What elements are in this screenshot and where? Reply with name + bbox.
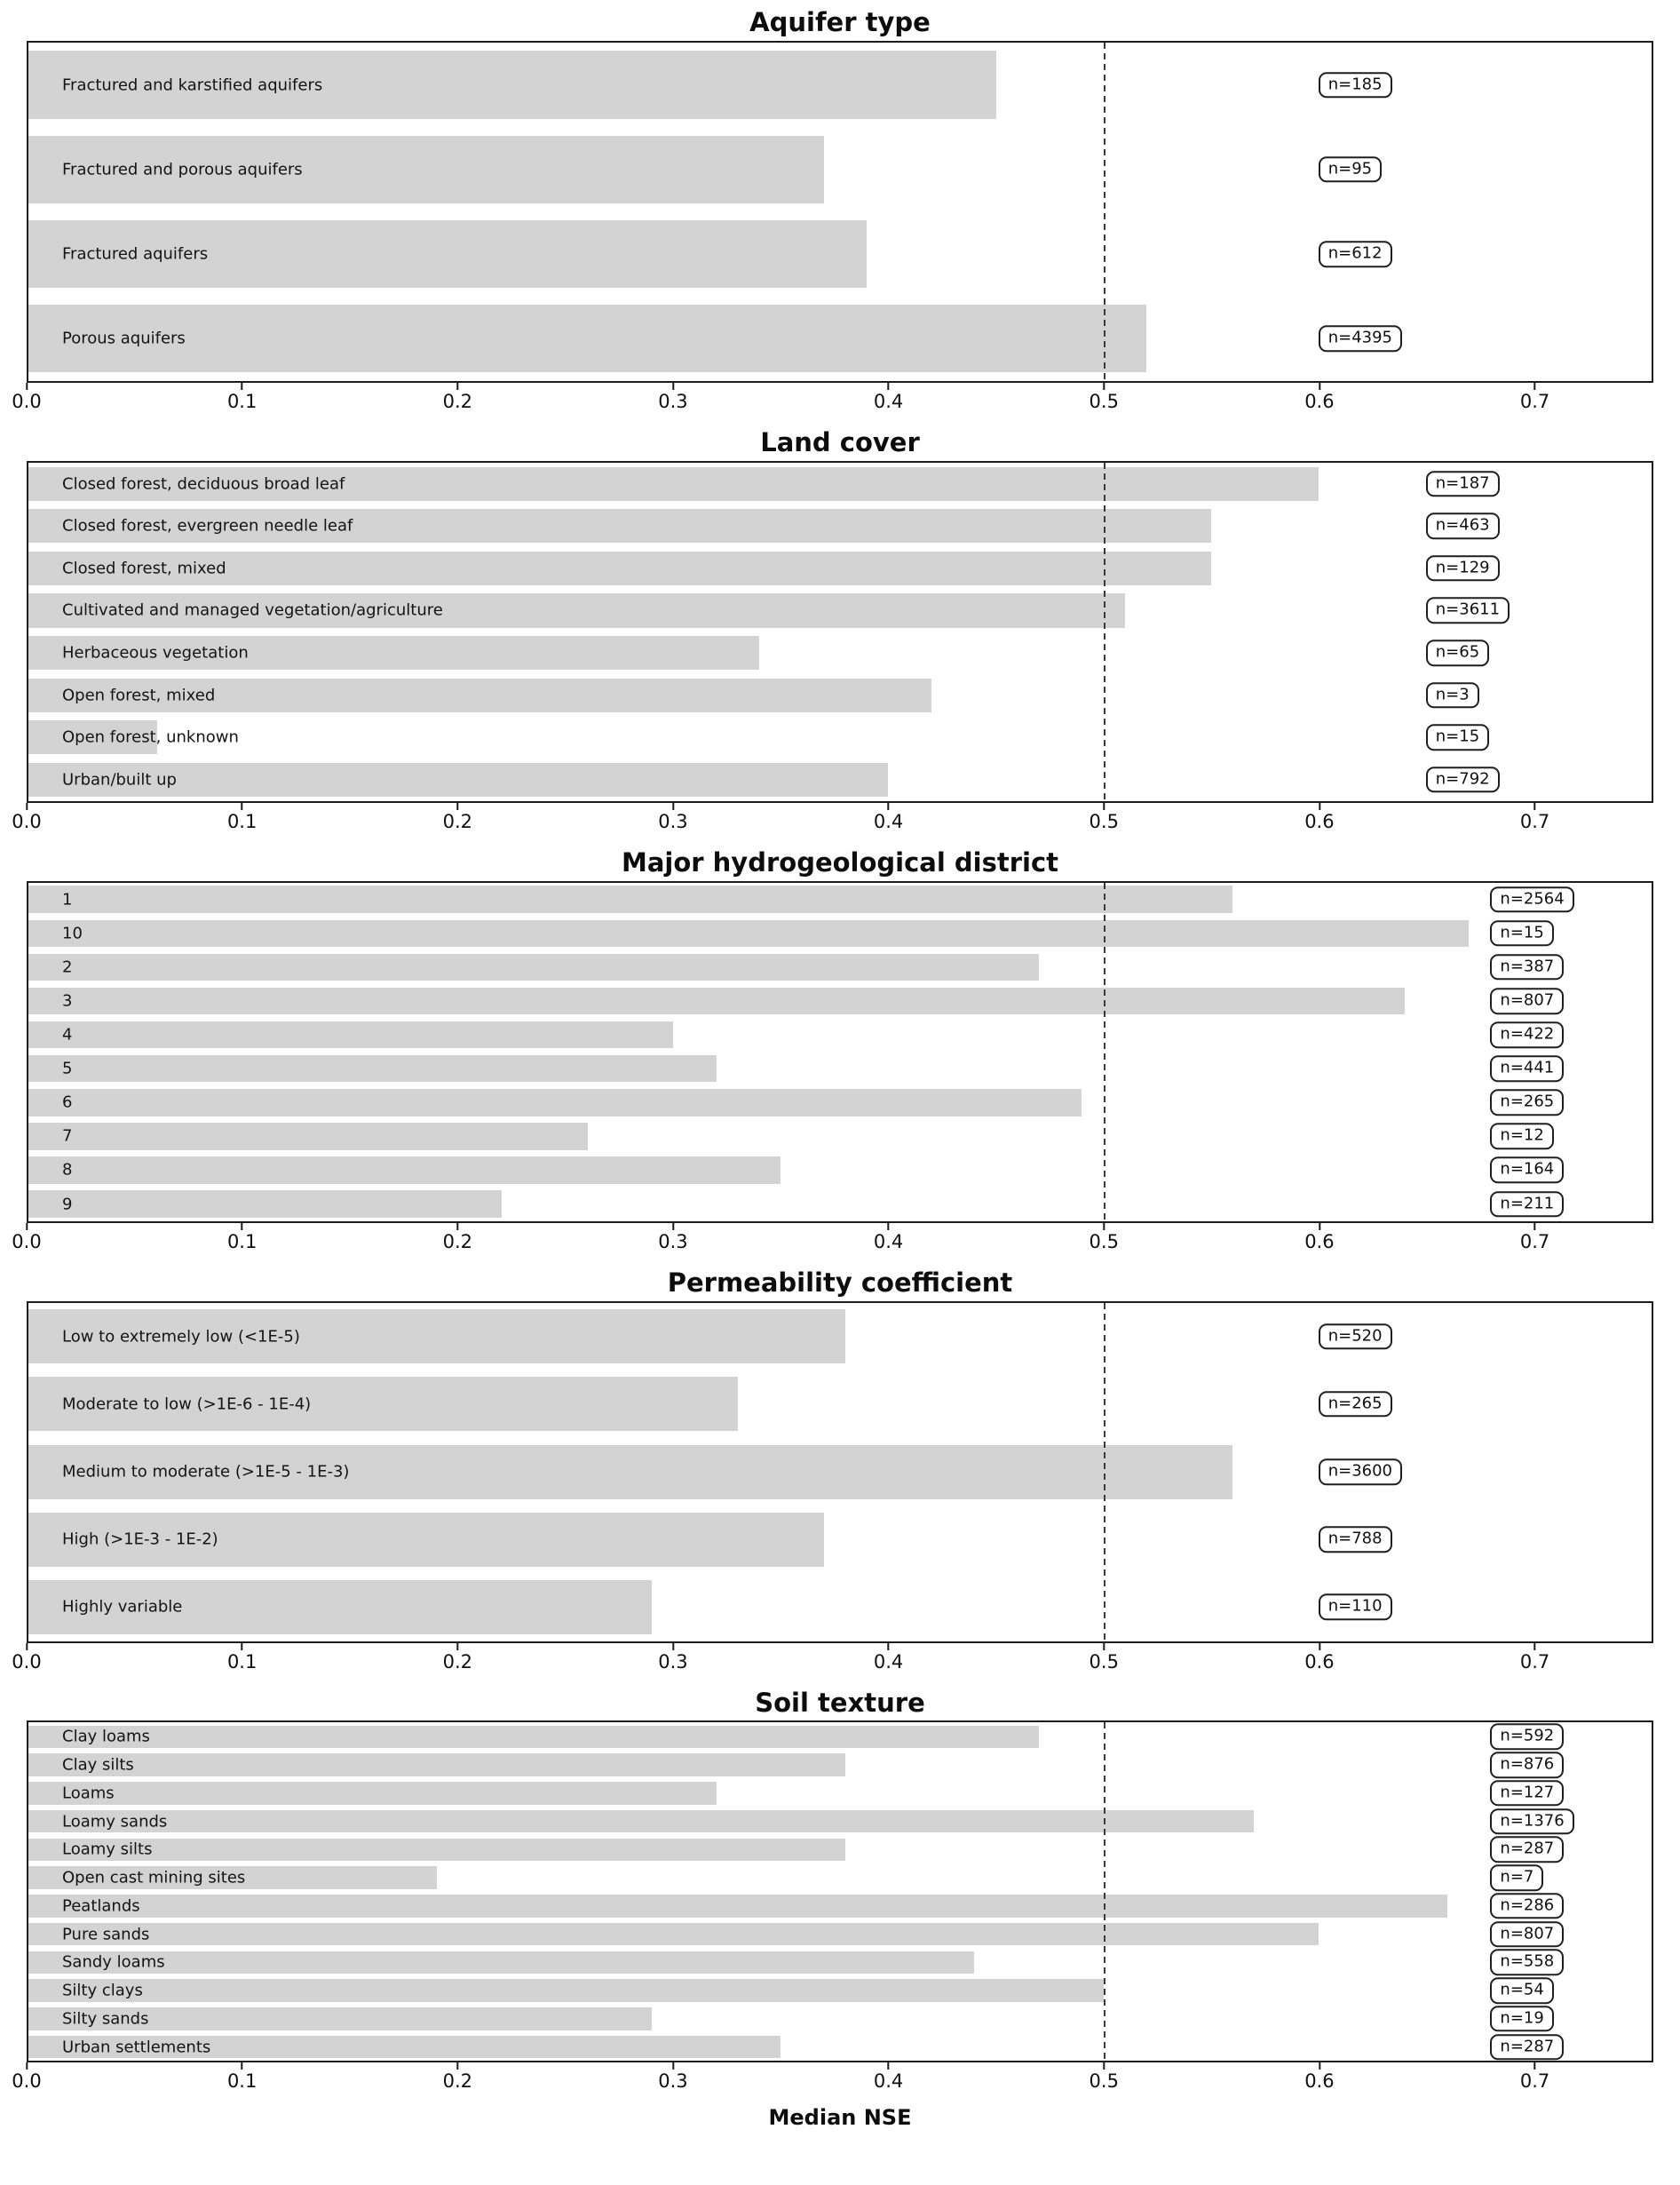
n-count-badge: n=265 <box>1490 1090 1564 1116</box>
bar-label: Clay silts <box>62 1755 134 1775</box>
bar-row <box>28 1506 1652 1573</box>
bar-row <box>28 1920 1652 1949</box>
x-axis-tick-mark <box>888 803 890 810</box>
x-axis-tick-mark <box>1319 1223 1320 1230</box>
bar-label: 9 <box>62 1195 73 1214</box>
n-count-badge: n=387 <box>1490 954 1564 981</box>
x-axis-tick-mark <box>672 1643 674 1650</box>
x-axis-tick <box>12 1223 41 1252</box>
bar-label: Peatlands <box>62 1896 140 1916</box>
x-axis-tick <box>658 1643 687 1673</box>
bar-label: High (>1E-3 - 1E-2) <box>62 1530 218 1549</box>
bar-row <box>28 1779 1652 1808</box>
bar-row <box>28 883 1652 917</box>
bar-label: Loams <box>62 1784 115 1803</box>
x-axis-tick-mark <box>1534 2062 1536 2070</box>
bar <box>28 1810 1254 1832</box>
x-axis-tick-mark <box>456 2062 458 2070</box>
chart-panel-permeability-coefficient <box>12 1267 1653 1684</box>
n-count-badge: n=807 <box>1490 988 1564 1014</box>
x-axis-tick-label: 0.3 <box>658 2070 688 2093</box>
n-count-badge: n=3 <box>1426 682 1479 709</box>
x-axis-tick <box>658 383 687 412</box>
x-axis-tick <box>1090 383 1119 412</box>
x-axis-tick-mark <box>456 383 458 390</box>
x-axis-tick <box>1304 1223 1334 1252</box>
bar <box>28 1021 673 1049</box>
x-axis-tick-label: 0.3 <box>658 1650 688 1673</box>
x-axis-tick-mark <box>242 383 243 390</box>
x-axis-tick-label: 0.1 <box>226 1230 258 1252</box>
x-axis-tick-label: 0.0 <box>12 1650 42 1673</box>
bar <box>28 1089 1082 1116</box>
n-count-badge: n=558 <box>1490 1950 1564 1976</box>
n-count-badge: n=265 <box>1319 1391 1392 1418</box>
x-axis-tick <box>443 1643 472 1673</box>
x-axis-tick <box>1520 2062 1549 2092</box>
x-axis <box>12 383 1653 424</box>
bar-label: Open cast mining sites <box>62 1868 246 1887</box>
bar-label: Silty clays <box>62 1981 143 2000</box>
reference-line <box>1104 883 1105 1221</box>
bar-label: 6 <box>62 1092 73 1112</box>
x-axis-tick <box>1520 383 1549 412</box>
bar-label: 3 <box>62 991 73 1011</box>
x-axis-tick-mark <box>242 1223 243 1230</box>
n-count-badge: n=287 <box>1490 2034 1564 2061</box>
bar-row <box>28 759 1652 801</box>
bar-label: 7 <box>62 1126 73 1146</box>
bar-row <box>28 2005 1652 2033</box>
x-axis-tick <box>1520 1223 1549 1252</box>
n-count-badge: n=286 <box>1490 1893 1564 1919</box>
bar-label: 5 <box>62 1059 73 1078</box>
x-axis-tick <box>227 1223 257 1252</box>
x-axis-tick-label: 0.0 <box>12 2070 42 2093</box>
x-axis-tick <box>874 383 903 412</box>
bar <box>28 1923 1319 1945</box>
x-axis-tick <box>874 803 903 832</box>
bar-label: Fractured and karstified aquifers <box>62 75 323 95</box>
x-axis-tick-mark <box>26 803 28 810</box>
x-axis-tick-mark <box>26 1643 28 1650</box>
bar-row <box>28 547 1652 590</box>
bar-row <box>28 2033 1652 2062</box>
bar <box>28 886 1232 913</box>
n-count-badge: n=54 <box>1490 1977 1553 2004</box>
plot-area <box>27 1301 1653 1643</box>
x-axis-tick-mark <box>888 383 890 390</box>
n-count-badge: n=110 <box>1319 1594 1392 1621</box>
x-axis-tick-label: 0.1 <box>226 1650 258 1673</box>
n-count-badge: n=4395 <box>1319 326 1402 353</box>
x-axis-tick-label: 0.5 <box>1089 810 1119 832</box>
chart-panel-soil-texture <box>12 1687 1653 2104</box>
x-axis-tick <box>12 803 41 832</box>
bar-row <box>28 1892 1652 1920</box>
n-count-badge: n=187 <box>1426 471 1500 497</box>
bar <box>28 1190 502 1218</box>
bar <box>28 988 1405 1015</box>
bar-label: Urban/built up <box>62 770 177 790</box>
n-count-badge: n=2564 <box>1490 886 1573 913</box>
x-axis-tick-label: 0.1 <box>226 390 258 412</box>
x-axis-tick-label: 0.3 <box>658 390 688 412</box>
x-axis-tick <box>227 383 257 412</box>
x-axis-tick <box>1520 803 1549 832</box>
bar-label: 10 <box>62 924 83 943</box>
plot-area <box>27 881 1653 1223</box>
x-axis <box>12 1643 1653 1684</box>
x-axis-tick <box>1090 803 1119 832</box>
x-axis-tick-label: 0.6 <box>1304 1650 1335 1673</box>
x-axis-tick <box>443 383 472 412</box>
n-count-badge: n=12 <box>1490 1124 1553 1150</box>
n-count-badge: n=15 <box>1426 725 1489 751</box>
n-count-badge: n=211 <box>1490 1191 1564 1218</box>
bar-row <box>28 717 1652 759</box>
n-count-badge: n=788 <box>1319 1526 1392 1553</box>
bar-row <box>28 463 1652 505</box>
x-axis-tick-mark <box>456 1643 458 1650</box>
bar-label: Loamy silts <box>62 1839 153 1859</box>
reference-line <box>1104 43 1105 381</box>
n-count-badge: n=792 <box>1426 767 1500 793</box>
bar-row <box>28 950 1652 984</box>
bar-row <box>28 505 1652 547</box>
x-axis-tick-label: 0.4 <box>873 1230 904 1252</box>
bar-row <box>28 1808 1652 1836</box>
bar-label: Highly variable <box>62 1597 183 1617</box>
x-axis-tick-label: 0.2 <box>442 2070 472 2093</box>
bar <box>28 920 1469 948</box>
x-axis-tick-mark <box>1103 383 1105 390</box>
bar-label: Open forest, mixed <box>62 686 216 705</box>
x-axis-tick-mark <box>1103 803 1105 810</box>
bar-row <box>28 1119 1652 1153</box>
chart-title: Aquifer type <box>749 7 931 37</box>
x-axis-tick-mark <box>26 383 28 390</box>
charts-container <box>12 7 1653 2103</box>
x-axis-tick-label: 0.1 <box>226 2070 258 2093</box>
x-axis-tick <box>874 2062 903 2092</box>
bar-row <box>28 1018 1652 1052</box>
x-axis-tick-mark <box>1319 1643 1320 1650</box>
bar-label: Herbaceous vegetation <box>62 643 249 663</box>
bar-row <box>28 1303 1652 1371</box>
n-count-badge: n=612 <box>1319 241 1392 267</box>
bar <box>28 305 1146 372</box>
x-axis <box>12 803 1653 844</box>
x-axis-tick <box>1090 2062 1119 2092</box>
x-axis <box>12 1223 1653 1264</box>
x-axis-tick <box>12 383 41 412</box>
x-axis-tick-label: 0.6 <box>1304 810 1335 832</box>
x-axis-tick-mark <box>26 2062 28 2070</box>
bar-label: Sandy loams <box>62 1952 165 1972</box>
x-axis-tick-label: 0.5 <box>1089 1650 1119 1673</box>
x-axis <box>12 2062 1653 2103</box>
x-axis-tick <box>443 1223 472 1252</box>
x-axis-tick-label: 0.6 <box>1304 2070 1335 2093</box>
x-axis-tick-label: 0.2 <box>442 1230 472 1252</box>
x-axis-tick <box>12 1643 41 1673</box>
bar-row <box>28 211 1652 296</box>
chart-title: Permeability coefficient <box>667 1267 1013 1298</box>
bar-label: Moderate to low (>1E-6 - 1E-4) <box>62 1394 312 1414</box>
x-axis-tick-label: 0.7 <box>1519 810 1550 832</box>
x-axis-tick <box>1304 383 1334 412</box>
bar-label: Closed forest, mixed <box>62 559 226 578</box>
x-axis-tick-mark <box>1319 803 1320 810</box>
bar-label: Closed forest, deciduous broad leaf <box>62 474 345 494</box>
x-axis-tick-label: 0.6 <box>1304 390 1335 412</box>
x-axis-tick <box>227 803 257 832</box>
n-count-badge: n=807 <box>1490 1921 1564 1948</box>
bar-label: 8 <box>62 1160 73 1180</box>
x-axis-tick-label: 0.7 <box>1519 1650 1550 1673</box>
bar-row <box>28 43 1652 127</box>
n-count-badge: n=164 <box>1490 1157 1564 1184</box>
n-count-badge: n=876 <box>1490 1752 1564 1778</box>
bar-row <box>28 1722 1652 1751</box>
bar <box>28 1782 717 1804</box>
x-axis-tick <box>874 1223 903 1252</box>
x-axis-tick-label: 0.0 <box>12 810 42 832</box>
x-axis-tick-mark <box>1103 2062 1105 2070</box>
bar <box>28 1726 1039 1748</box>
x-axis-tick <box>1090 1223 1119 1252</box>
bar-row <box>28 1052 1652 1085</box>
x-axis-title: Median NSE <box>768 2105 912 2131</box>
x-axis-tick-mark <box>242 803 243 810</box>
n-count-badge: n=19 <box>1490 2006 1553 2032</box>
bar-row <box>28 1188 1652 1221</box>
x-axis-tick <box>658 1223 687 1252</box>
x-axis-tick-label: 0.2 <box>442 1650 472 1673</box>
x-axis-tick-mark <box>1534 383 1536 390</box>
n-count-badge: n=441 <box>1490 1055 1564 1082</box>
x-axis-tick-label: 0.2 <box>442 810 472 832</box>
x-axis-tick-mark <box>1534 803 1536 810</box>
chart-title: Major hydrogeological district <box>621 846 1059 878</box>
x-axis-tick <box>1090 1643 1119 1673</box>
bar-label: Clay loams <box>62 1727 150 1746</box>
x-axis-tick <box>1520 1643 1549 1673</box>
n-count-badge: n=520 <box>1319 1323 1392 1350</box>
plot-area <box>27 461 1653 803</box>
x-axis-tick <box>658 2062 687 2092</box>
bar-row <box>28 1085 1652 1119</box>
reference-line <box>1104 1303 1105 1641</box>
x-axis-tick-mark <box>888 1643 890 1650</box>
bar-row <box>28 590 1652 632</box>
reference-line <box>1104 1722 1105 2061</box>
bar <box>28 1951 974 1974</box>
x-axis-tick-label: 0.4 <box>873 1650 904 1673</box>
n-count-badge: n=463 <box>1426 512 1500 539</box>
bar-label: 2 <box>62 957 73 977</box>
x-axis-tick-mark <box>672 803 674 810</box>
n-count-badge: n=592 <box>1490 1724 1564 1751</box>
bar-label: Open forest, unknown <box>62 727 239 747</box>
x-axis-tick-label: 0.5 <box>1089 1230 1119 1252</box>
bar-label: Pure sands <box>62 1925 150 1944</box>
n-count-badge: n=3611 <box>1426 598 1510 624</box>
x-axis-tick <box>227 2062 257 2092</box>
x-axis-tick-mark <box>1319 383 1320 390</box>
bar-label: Closed forest, evergreen needle leaf <box>62 516 353 536</box>
x-axis-tick-label: 0.3 <box>658 810 688 832</box>
x-axis-tick-mark <box>26 1223 28 1230</box>
x-axis-tick-mark <box>1534 1643 1536 1650</box>
bar <box>28 1123 588 1150</box>
bar <box>28 1055 717 1083</box>
x-axis-tick <box>1304 1643 1334 1673</box>
bar <box>28 954 1039 981</box>
x-axis-tick-mark <box>888 1223 890 1230</box>
bar-label: Loamy sands <box>62 1812 168 1831</box>
x-axis-tick-mark <box>672 2062 674 2070</box>
x-axis-tick-mark <box>888 2062 890 2070</box>
x-axis-tick-mark <box>672 383 674 390</box>
bar-row <box>28 984 1652 1018</box>
x-axis-tick-mark <box>1103 1643 1105 1650</box>
reference-line <box>1104 463 1105 801</box>
x-axis-tick <box>1304 2062 1334 2092</box>
x-axis-tick-label: 0.7 <box>1519 2070 1550 2093</box>
n-count-badge: n=1376 <box>1490 1808 1573 1835</box>
n-count-badge: n=15 <box>1490 920 1553 947</box>
x-axis-tick-label: 0.4 <box>873 810 904 832</box>
x-axis-tick-label: 0.5 <box>1089 390 1119 412</box>
x-axis-tick-label: 0.4 <box>873 390 904 412</box>
x-axis-tick-label: 0.3 <box>658 1230 688 1252</box>
bar <box>28 1895 1447 1917</box>
x-axis-tick <box>227 1643 257 1673</box>
bar-row <box>28 632 1652 674</box>
n-count-badge: n=129 <box>1426 555 1500 582</box>
x-axis-tick-label: 0.1 <box>226 810 258 832</box>
n-count-badge: n=422 <box>1490 1021 1564 1048</box>
x-axis-tick-label: 0.6 <box>1304 1230 1335 1252</box>
bar-label: Fractured and porous aquifers <box>62 160 303 179</box>
x-axis-tick-label: 0.5 <box>1089 2070 1119 2093</box>
x-axis-tick-mark <box>242 2062 243 2070</box>
bar-row <box>28 127 1652 211</box>
x-axis-tick <box>874 1643 903 1673</box>
n-count-badge: n=7 <box>1490 1864 1543 1891</box>
bar <box>28 1979 1104 2001</box>
x-axis-tick-mark <box>456 803 458 810</box>
x-axis-tick <box>12 2062 41 2092</box>
bar-row <box>28 1371 1652 1438</box>
n-count-badge: n=287 <box>1490 1837 1564 1863</box>
x-axis-tick-mark <box>1319 2062 1320 2070</box>
x-axis-tick-label: 0.0 <box>12 390 42 412</box>
chart-title: Land cover <box>760 426 920 457</box>
chart-title: Soil texture <box>755 1687 925 1718</box>
x-axis-tick-mark <box>242 1643 243 1650</box>
x-axis-tick-mark <box>1103 1223 1105 1230</box>
bar <box>28 1753 845 1776</box>
n-count-badge: n=185 <box>1319 72 1392 99</box>
bar-row <box>28 674 1652 717</box>
bar-row <box>28 1863 1652 1892</box>
chart-panel-aquifer-type <box>12 7 1653 424</box>
x-axis-tick <box>443 2062 472 2092</box>
x-axis-tick <box>1304 803 1334 832</box>
chart-panel-major-hydrogeological-district <box>12 846 1653 1264</box>
bar <box>28 1156 781 1184</box>
x-axis-tick-mark <box>456 1223 458 1230</box>
bar-row <box>28 1835 1652 1863</box>
bar-label: 1 <box>62 890 73 910</box>
x-axis-tick <box>443 803 472 832</box>
x-axis-tick-label: 0.7 <box>1519 390 1550 412</box>
bar-row <box>28 1976 1652 2005</box>
x-axis-tick-label: 0.7 <box>1519 1230 1550 1252</box>
bar-row <box>28 1153 1652 1187</box>
bar-label: Medium to moderate (>1E-5 - 1E-3) <box>62 1462 350 1482</box>
x-axis-tick-label: 0.2 <box>442 390 472 412</box>
bar-label: Silty sands <box>62 2009 149 2029</box>
n-count-badge: n=65 <box>1426 640 1489 666</box>
chart-panel-land-cover <box>12 426 1653 844</box>
bar-row <box>28 1438 1652 1506</box>
n-count-badge: n=95 <box>1319 156 1382 183</box>
plot-area <box>27 41 1653 383</box>
n-count-badge: n=127 <box>1490 1780 1564 1807</box>
x-axis-tick-mark <box>1534 1223 1536 1230</box>
n-count-badge: n=3600 <box>1319 1458 1402 1485</box>
plot-area <box>27 1720 1653 2062</box>
bar-label: Porous aquifers <box>62 329 186 348</box>
bar-label: Low to extremely low (<1E-5) <box>62 1327 300 1347</box>
bar-label: Urban settlements <box>62 2038 211 2057</box>
bar-row <box>28 1573 1652 1641</box>
bar-row <box>28 1751 1652 1779</box>
x-axis-tick-mark <box>672 1223 674 1230</box>
x-axis-tick-label: 0.4 <box>873 2070 904 2093</box>
bar-row <box>28 297 1652 381</box>
bar-label: Cultivated and managed vegetation/agriculture <box>62 600 443 620</box>
bar-label: 4 <box>62 1025 73 1045</box>
x-axis-tick <box>658 803 687 832</box>
bar-row <box>28 1948 1652 1976</box>
bar-row <box>28 917 1652 950</box>
bar-label: Fractured aquifers <box>62 244 209 264</box>
x-axis-tick-label: 0.0 <box>12 1230 42 1252</box>
